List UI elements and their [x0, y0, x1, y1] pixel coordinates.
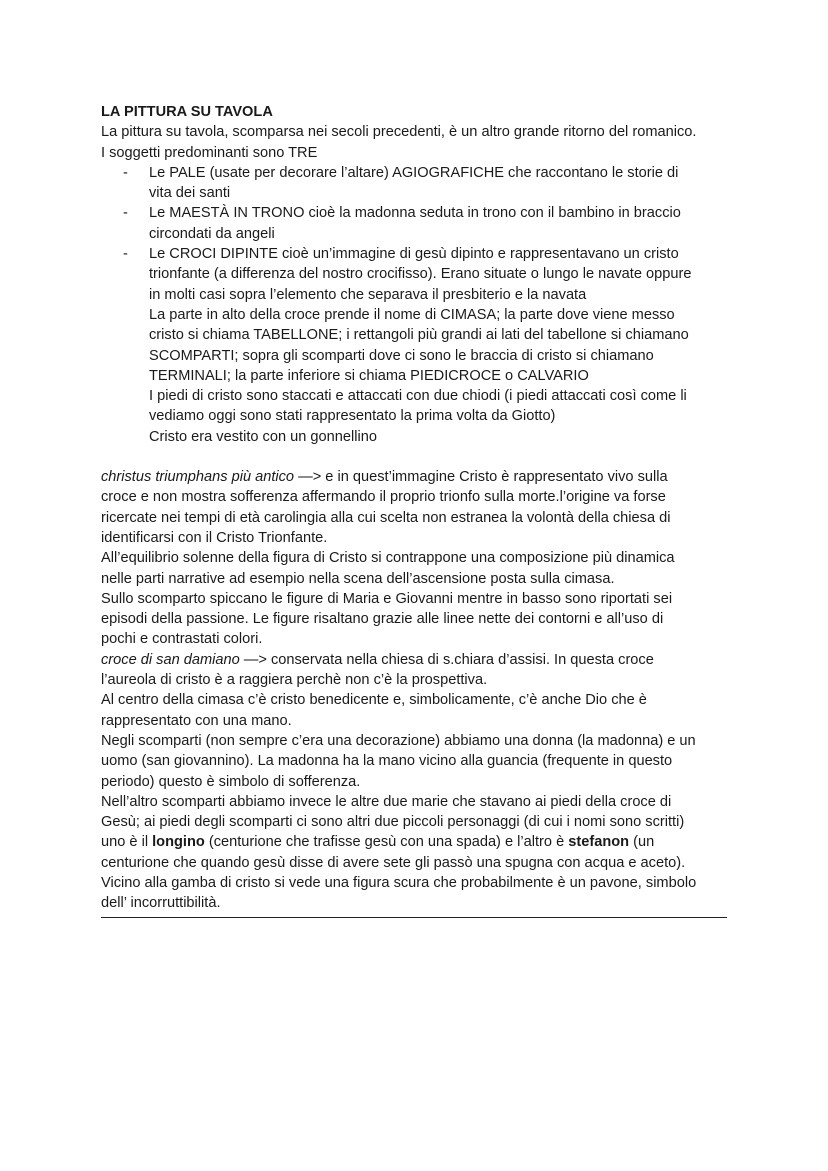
paragraph-line: Al centro della cimasa c’è cristo benedicente e, simbolicamente, c’è anche Dio che è	[101, 692, 647, 709]
list-item-maesta	[101, 203, 741, 244]
list-item-line: in molti casi sopra l’elemento che separava il presbiterio e la navata	[149, 286, 587, 303]
paragraph-line: SCOMPARTI; sopra gli scomparti dove ci sono le braccia di cristo si chiamano	[149, 347, 654, 364]
paragraph-line: Vicino alla gamba di cristo si vede una figura scura che probabilmente è un pavone, simbolo	[101, 874, 697, 891]
paragraph-line: dell’ incorruttibilità.	[101, 895, 221, 912]
intro-line: I soggetti predominanti sono TRE	[101, 144, 318, 161]
paragraph-line: uno è il longino (centurione che trafisse gesù con una spada) e l’altro è stefanon (un	[101, 834, 655, 851]
paragraph-line: uomo (san giovannino). La madonna ha la mano vicino alla guancia (frequente in questo	[101, 753, 673, 770]
document-content	[101, 102, 741, 914]
paragraph-line: I piedi di cristo sono staccati e attaccati con due chiodi (i piedi attaccati così come li	[149, 388, 687, 405]
christus-triumphans-paragraph	[101, 467, 741, 650]
subject-list	[101, 163, 741, 305]
list-item-pale	[101, 163, 741, 204]
cross-parts-paragraph	[101, 305, 741, 447]
paragraph-line: christus triumphans più antico —> e in quest’immagine Cristo è rappresentato vivo sulla	[101, 469, 668, 486]
paragraph-line: periodo) questo è simbolo di sofferenza.	[101, 773, 361, 790]
horizontal-rule	[101, 917, 727, 918]
paragraph-line: nelle parti narrative ad esempio nella scena dell’ascensione posta sulla cimasa.	[101, 570, 615, 587]
paragraph-line: centurione che quando gesù disse di avere sete gli passò una spugna con acqua e aceto).	[101, 854, 686, 871]
list-item-line: Le PALE (usate per decorare l’altare) AGIOGRAFICHE che raccontano le storie di	[149, 164, 679, 181]
list-item-line: Le MAESTÀ IN TRONO cioè la madonna seduta in trono con il bambino in braccio	[149, 205, 681, 222]
paragraph-line: identificarsi con il Cristo Trionfante.	[101, 529, 328, 546]
longino-term: longino	[152, 834, 205, 851]
bullet-dash: -	[123, 164, 128, 181]
paragraph-line: Negli scomparti (non sempre c’era una decorazione) abbiamo una donna (la madonna) e un	[101, 732, 696, 749]
intro-line: La pittura su tavola, scomparsa nei secoli precedenti, è un altro grande ritorno del romanico.	[101, 124, 697, 141]
document-title: LA PITTURA SU TAVOLA	[101, 104, 273, 120]
paragraph-line: Sullo scomparto spiccano le figure di Maria e Giovanni mentre in basso sono riportati sei	[101, 590, 673, 607]
paragraph-line: vediamo oggi sono stati rappresentato la prima volta da Giotto)	[149, 408, 556, 425]
paragraph-line: TERMINALI; la parte inferiore si chiama PIEDICROCE o CALVARIO	[149, 367, 589, 384]
paragraph-gap	[101, 447, 741, 467]
list-item-croci	[101, 244, 741, 305]
paragraph-line: cristo si chiama TABELLONE; i rettangoli più grandi ai lati del tabellone si chiamano	[149, 327, 689, 344]
paragraph-line: Nell’altro scomparti abbiamo invece le altre due marie che stavano ai piedi della croce di	[101, 793, 672, 810]
christus-triumphans-term: christus triumphans più antico	[101, 469, 295, 486]
bullet-dash: -	[123, 246, 128, 263]
paragraph-line: rappresentato con una mano.	[101, 712, 292, 729]
list-item-line: circondati da angeli	[149, 225, 275, 242]
paragraph-line: l’aureola di cristo è a raggiera perchè non c’è la prospettiva.	[101, 672, 488, 689]
list-item-line: vita dei santi	[149, 185, 231, 202]
stefanon-term: stefanon	[568, 834, 630, 851]
paragraph-line: La parte in alto della croce prende il nome di CIMASA; la parte dove viene messo	[149, 306, 675, 323]
paragraph-line: croce e non mostra sofferenza affermando il proprio trionfo sulla morte.l’origine va forse	[101, 489, 666, 506]
list-item-line: Le CROCI DIPINTE cioè un’immagine di gesù dipinto e rappresentavano un cristo	[149, 246, 679, 263]
paragraph-line: All’equilibrio solenne della figura di Cristo si contrappone una composizione più dinamica	[101, 550, 675, 567]
san-damiano-paragraph	[101, 650, 741, 914]
paragraph-line: Gesù; ai piedi degli scomparti ci sono altri due piccoli personaggi (di cui i nomi sono scritti)	[101, 814, 685, 831]
paragraph-line: Cristo era vestito con un gonnellino	[149, 428, 377, 445]
san-damiano-term: croce di san damiano	[101, 651, 240, 668]
paragraph-line: episodi della passione. Le figure risaltano grazie alle linee nette dei contorni e all’uso di	[101, 611, 664, 628]
paragraph-line: ricercate nei tempi di età carolingia alla cui scelta non estranea la volontà della chiesa di	[101, 509, 671, 526]
bullet-dash: -	[123, 205, 128, 222]
paragraph-line: pochi e contrastati colori.	[101, 631, 263, 648]
list-item-line: trionfante (a differenza del nostro crocifisso). Erano situate o lungo le navate oppure	[149, 266, 692, 283]
paragraph-line: croce di san damiano —> conservata nella chiesa di s.chiara d’assisi. In questa croce	[101, 651, 654, 668]
